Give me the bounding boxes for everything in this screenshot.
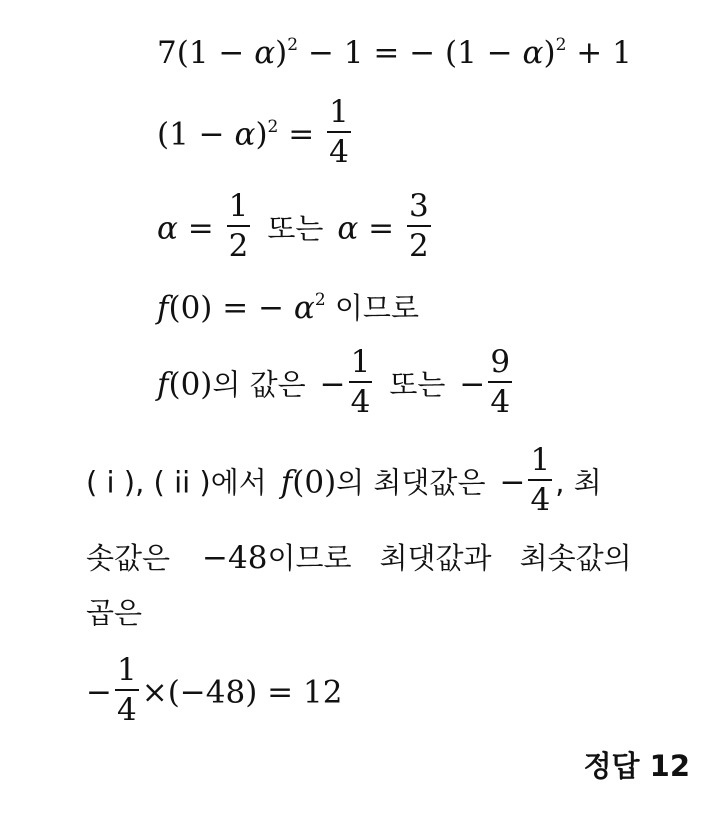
eq3-or-text: 또는 — [267, 211, 324, 246]
eq5-minus-2: − — [459, 366, 486, 403]
p4-tail: ×(−48) = 12 — [141, 674, 343, 711]
p4-numerator: 1 — [115, 654, 139, 691]
p1-arg: (0) — [292, 464, 337, 501]
answer-label: 정답 12 — [583, 749, 690, 783]
eq1-paren-2: ) — [543, 35, 556, 71]
eq5-or-text: 또는 — [389, 367, 446, 402]
eq3-alpha-1: α — [157, 210, 178, 247]
p4-fraction — [115, 654, 139, 726]
eq5-tail: 의 값은 — [212, 367, 306, 402]
eq2-paren: ) — [255, 116, 268, 153]
eq3-fraction-2 — [407, 190, 431, 262]
eq1-paren: ) — [275, 35, 288, 71]
eq1-alpha-2: α — [522, 35, 544, 71]
eq5-numerator-2: 9 — [488, 346, 512, 383]
p2-text-4: 최솟값의 — [519, 541, 632, 575]
p2-text-3: 최댓값과 — [379, 541, 492, 575]
eq3-equals-2: = — [358, 210, 405, 247]
eq3-equals-1: = — [177, 210, 224, 247]
eq5-arg: (0) — [168, 366, 213, 403]
eq3-denominator-2: 2 — [409, 227, 429, 264]
eq1-mid: − 1 = − (1 − — [298, 35, 523, 71]
eq2-fraction — [327, 96, 351, 168]
eq5-denominator-1: 4 — [350, 383, 371, 420]
eq2-alpha: α — [234, 116, 256, 153]
p3-text: 곱은 — [86, 596, 143, 630]
equation-4 — [157, 290, 419, 326]
paragraph-4 — [86, 652, 343, 730]
eq1-exp: 2 — [287, 35, 299, 56]
eq2-equals: = — [278, 116, 325, 153]
eq1-alpha: α — [254, 35, 276, 71]
p2-text-1: 솟값은 — [86, 541, 171, 575]
p1-minus: − — [499, 464, 526, 501]
eq3-fraction-1 — [227, 190, 251, 262]
equation-3 — [157, 188, 434, 266]
eq3-numerator-1: 1 — [227, 190, 251, 227]
p1-fraction — [528, 444, 552, 516]
p1-prefix: ( i ), ( ii )에서 — [86, 465, 267, 500]
paragraph-3 — [86, 598, 142, 629]
eq5-numerator-1: 1 — [349, 346, 373, 383]
paragraph-1 — [86, 442, 602, 520]
p1-numerator: 1 — [528, 444, 552, 481]
p2-number: −48 — [202, 540, 268, 576]
eq4-alpha: α — [293, 290, 315, 326]
eq4-exp: 2 — [314, 290, 326, 311]
eq4-tail: 이므로 — [325, 291, 419, 325]
eq3-numerator-2: 3 — [407, 190, 431, 227]
paragraph-2 — [86, 540, 632, 576]
eq4-f: f — [157, 290, 169, 326]
eq5-f: f — [157, 366, 169, 403]
eq2-numerator: 1 — [327, 96, 351, 133]
p1-f: f — [280, 464, 293, 501]
eq2-exp: 2 — [267, 116, 279, 137]
eq1-lhs: 7(1 − — [157, 35, 255, 71]
eq2-denominator: 4 — [329, 133, 349, 170]
eq1-exp-2: 2 — [555, 35, 567, 56]
p1-denominator: 4 — [530, 481, 551, 518]
p1-tail: , 최 — [555, 465, 602, 500]
eq3-alpha-2: α — [337, 210, 359, 247]
equation-2 — [157, 94, 354, 172]
equation-5 — [157, 344, 515, 422]
p1-post: 의 최댓값은 — [336, 465, 486, 500]
eq1-rhs: + 1 — [566, 35, 632, 71]
equation-1 — [157, 35, 632, 71]
eq3-denominator-1: 2 — [228, 227, 249, 264]
eq2-lhs: (1 − — [157, 116, 235, 153]
eq4-arg: (0) = − — [168, 290, 294, 326]
eq5-denominator-2: 4 — [490, 383, 511, 420]
p4-minus: − — [86, 674, 112, 711]
eq5-minus-1: − — [319, 366, 346, 403]
p2-text-2: 이므로 — [267, 541, 352, 575]
eq5-fraction-1 — [349, 346, 373, 418]
p4-denominator: 4 — [116, 691, 137, 728]
eq5-fraction-2 — [488, 346, 512, 418]
